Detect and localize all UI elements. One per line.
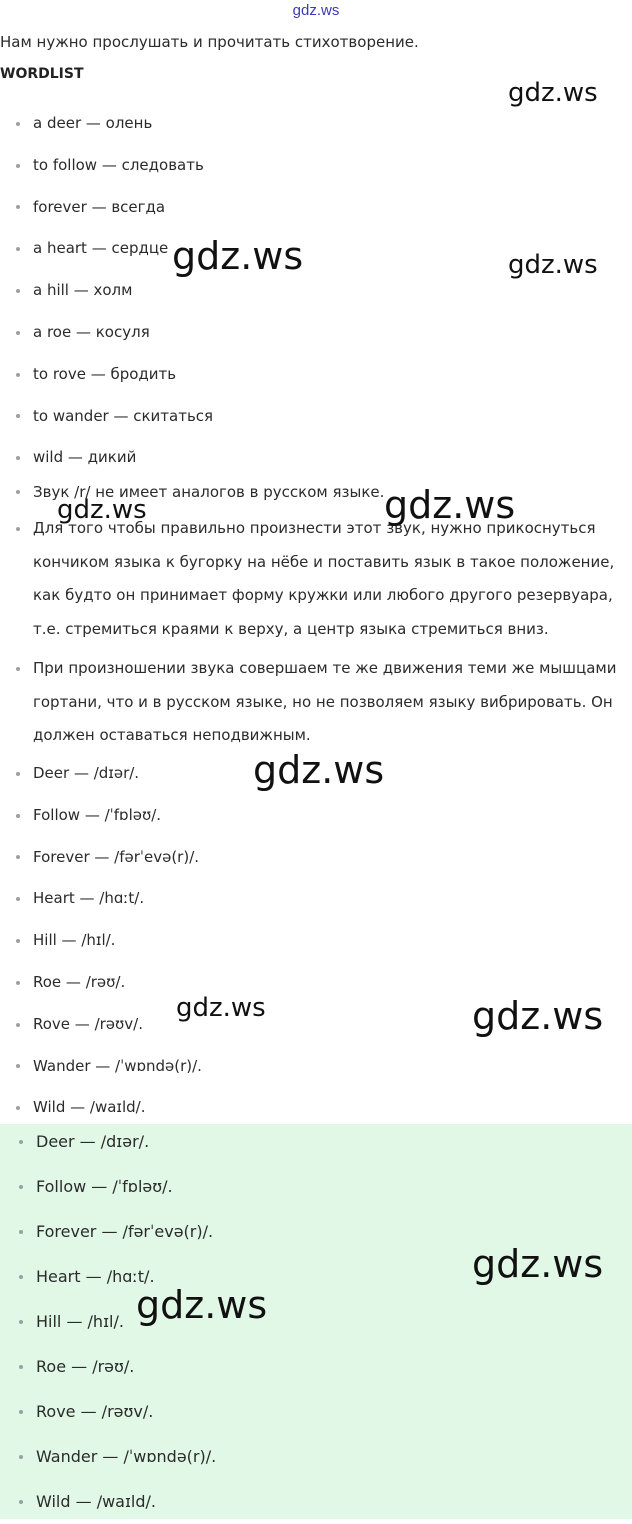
watermark: gdz.ws	[472, 994, 604, 1038]
watermark: gdz.ws	[176, 993, 266, 1023]
watermark: gdz.ws	[172, 234, 304, 278]
list-item: Звук /r/ не имеет аналогов в русском языке.	[0, 472, 632, 512]
list-item: Heart — /hɑːt/.	[0, 1254, 632, 1299]
list-item: to follow — следовать	[0, 145, 632, 187]
watermark: gdz.ws	[508, 78, 598, 108]
list-item: Deer — /dɪər/.	[0, 1119, 632, 1164]
list-item: a deer — олень	[0, 103, 632, 145]
watermark: gdz.ws	[136, 1283, 268, 1327]
list-item: Follow — /ˈfɒləʊ/.	[0, 795, 632, 837]
list-item: Roe — /rəʊ/.	[0, 962, 632, 1004]
list-item: Heart — /hɑːt/.	[0, 878, 632, 920]
list-item: Forever — /fərˈevə(r)/.	[0, 837, 632, 879]
site-link[interactable]: gdz.ws	[292, 2, 340, 19]
list-item: Hill — /hɪl/.	[0, 920, 632, 962]
vocabulary-list	[0, 103, 632, 479]
list-item: Для того чтобы правильно произнести этот звук, нужно прикоснуться кончиком языка к бугорку на нёбе и поставить язык в такое положение, как будто он принимает форму кружки или любого другого резервуара, т.е. стремиться краями к верху, а центр языка стремиться вниз.	[0, 512, 623, 646]
intro-text: Нам нужно прослушать и прочитать стихотворение.	[0, 33, 419, 51]
list-item: Deer — /dɪər/.	[0, 753, 632, 795]
watermark: gdz.ws	[384, 483, 516, 527]
list-item: Hill — /hɪl/.	[0, 1299, 632, 1344]
wordlist-heading: WORDLIST	[0, 66, 84, 82]
watermark: gdz.ws	[57, 495, 147, 525]
answer-panel	[0, 1124, 632, 1519]
watermark: gdz.ws	[253, 748, 385, 792]
list-item: Wander — /ˈwɒndə(r)/.	[0, 1046, 632, 1088]
list-item: Wild — /waɪld/.	[0, 1087, 632, 1129]
list-item: a heart — сердце	[0, 228, 632, 270]
transcription-list	[0, 753, 632, 1129]
list-item: Rove — /rəʊv/.	[0, 1004, 632, 1046]
list-item: to rove — бродить	[0, 354, 632, 396]
answer-transcription-list	[0, 1119, 632, 1524]
list-item: Wild — /waɪld/.	[0, 1479, 632, 1524]
list-item: a hill — холм	[0, 270, 632, 312]
list-item: Follow — /ˈfɒləʊ/.	[0, 1164, 632, 1209]
list-item: to wander — скитаться	[0, 396, 632, 438]
list-item: Rove — /rəʊv/.	[0, 1389, 632, 1434]
list-item: Roe — /rəʊ/.	[0, 1344, 632, 1389]
list-item: forever — всегда	[0, 187, 632, 229]
watermark: gdz.ws	[472, 1242, 604, 1286]
list-item: a roe — косуля	[0, 312, 632, 354]
list-item: Wander — /ˈwɒndə(r)/.	[0, 1434, 632, 1479]
list-item: Forever — /fərˈevə(r)/.	[0, 1209, 632, 1254]
list-item: wild — дикий	[0, 437, 632, 479]
list-item: При произношении звука совершаем те же движения теми же мышцами гортани, что и в русском языке, но не позволяем языку вибрировать. Он должен оставаться неподвижным.	[0, 652, 623, 753]
watermark: gdz.ws	[508, 250, 598, 280]
